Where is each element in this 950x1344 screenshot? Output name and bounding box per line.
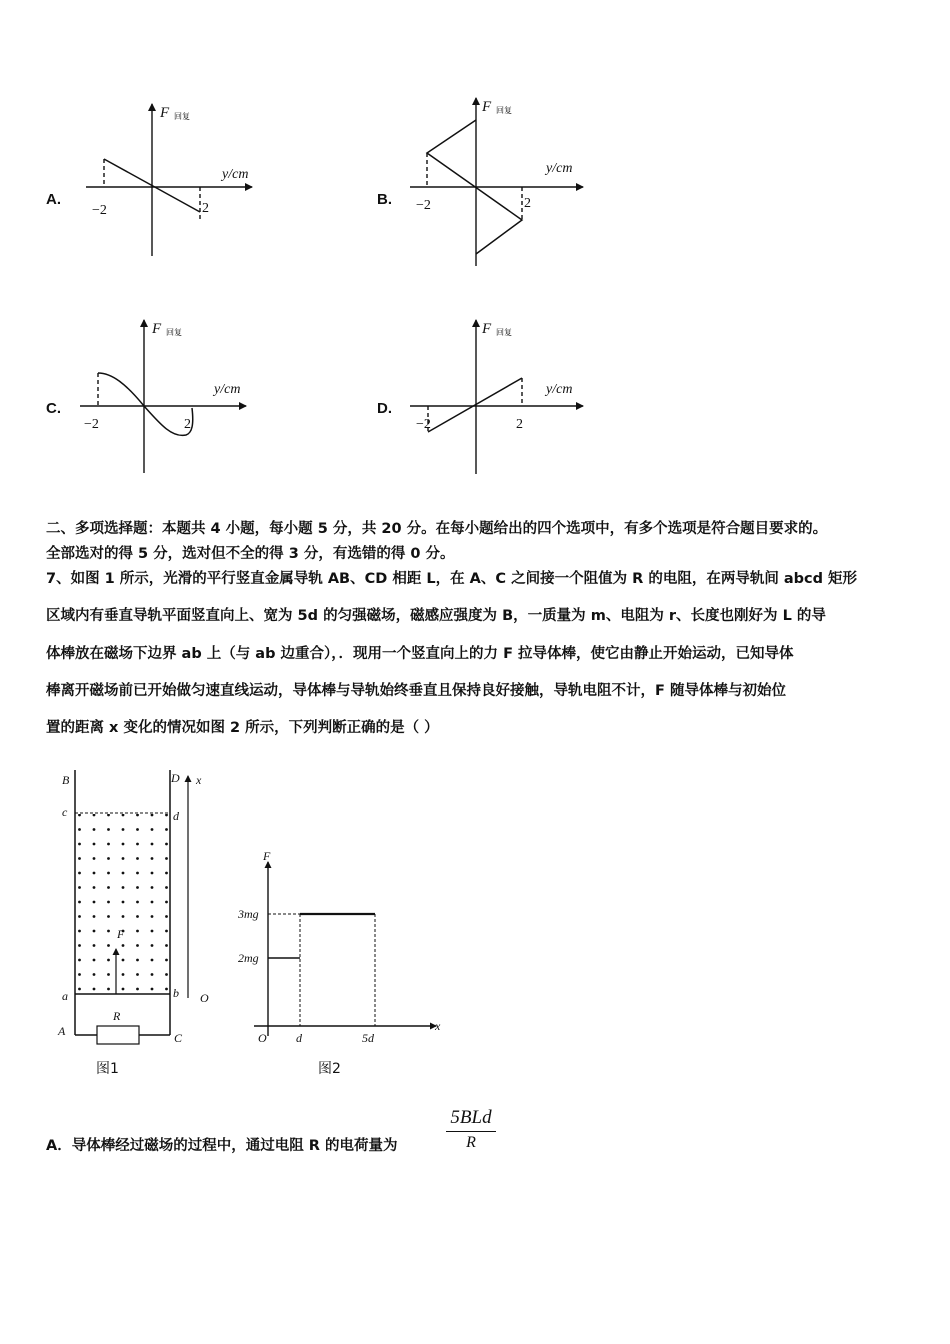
- fig1-label-c-bottom: C: [174, 1031, 183, 1045]
- figure-2-caption: 图2: [318, 1061, 341, 1077]
- option-a-text: A．导体棒经过磁场的过程中，通过电阻 R 的电荷量为: [46, 1138, 398, 1154]
- fig1-label-f: F: [117, 927, 125, 941]
- graph-b-letter: B.: [377, 191, 392, 208]
- magnetic-field-region: [76, 814, 169, 993]
- graph-c-y-label: y/cm: [214, 382, 241, 397]
- section2-heading-line1: 二、多项选择题：本题共 4 小题，每小题 5 分，共 20 分。在每小题给出的四个选项中，有多个选项是符合题目要求的。: [46, 521, 828, 537]
- question7-line3: 体棒放在磁场下边界 ab 上（与 ab 边重合），．现用一个竖直向上的力 F 拉导体棒，使它由静止开始运动，已知导体: [46, 646, 794, 662]
- fig2-label-d: d: [296, 1031, 302, 1045]
- graph-b-pos-tick: 2: [524, 196, 531, 211]
- question7-line2: 区域内有垂直导轨平面竖直向上、宽为 5d 的匀强磁场，磁感应强度为 B，一质量为 m、电阻为 r、长度也刚好为 L 的导: [46, 608, 826, 624]
- graph-d-letter: D.: [377, 400, 392, 417]
- fig1-label-a-bottom: A: [58, 1024, 66, 1038]
- fig2-label-x: x: [435, 1019, 441, 1033]
- graph-b-neg-tick: −2: [416, 198, 431, 213]
- graph-d: [410, 320, 583, 474]
- fraction-denominator: R: [466, 1134, 476, 1151]
- graph-a-y-label: y/cm: [222, 167, 249, 182]
- graph-b-y-label: y/cm: [546, 161, 573, 176]
- section2-heading-line2: 全部选对的得 5 分，选对但不全的得 3 分，有选错的得 0 分。: [46, 546, 455, 562]
- graph-a-f-label: F: [160, 105, 170, 121]
- graph-d-f-label: F: [482, 321, 492, 337]
- graph-d-y-label: y/cm: [546, 382, 573, 397]
- fig1-label-d: d: [173, 809, 179, 823]
- fig1-label-r: R: [113, 1009, 121, 1023]
- graph-b-f-label: F: [482, 99, 492, 115]
- fraction-numerator: 5BLd: [446, 1107, 496, 1132]
- graph-b: [410, 98, 583, 266]
- question7-line4: 棒离开磁场前已开始做匀速直线运动，导体棒与导轨始终垂直且保持良好接触，导轨电阻不计，F 随导体棒与初始位: [46, 683, 786, 699]
- graph-d-f-sub: 回复: [496, 328, 512, 337]
- fig1-label-a: a: [62, 989, 68, 1003]
- question7-line1: 7、如图 1 所示，光滑的平行竖直金属导轨 AB、CD 相距 L，在 A、C 之间接一个阻值为 R 的电阻，在两导轨间 abcd 矩形: [46, 571, 858, 587]
- option-graphs: [0, 0, 950, 500]
- graph-d-neg-tick: −2: [416, 417, 431, 432]
- fig2-label-3mg: 3mg: [238, 907, 259, 921]
- graph-d-pos-tick: 2: [516, 417, 523, 432]
- fig1-label-x: x: [196, 773, 202, 787]
- figure-1-caption: 图1: [96, 1061, 119, 1077]
- fig2-label-2mg: 2mg: [238, 951, 259, 965]
- graph-c-letter: C.: [46, 400, 61, 417]
- fig1-label-o: O: [200, 991, 209, 1005]
- graph-a-pos-tick: 2: [202, 201, 209, 216]
- graph-a-letter: A.: [46, 191, 61, 208]
- option-a-fraction: [446, 1107, 496, 1152]
- figure-1: [0, 750, 260, 1090]
- fig2-label-f: F: [263, 849, 271, 863]
- graph-a-neg-tick: −2: [92, 203, 107, 218]
- fig2-label-5d: 5d: [362, 1031, 374, 1045]
- graph-a-f-sub: 回复: [174, 112, 190, 121]
- graph-b-f-sub: 回复: [496, 106, 512, 115]
- graph-c-f-label: F: [152, 321, 162, 337]
- figure-2: [230, 840, 460, 1060]
- fig1-label-d-top: D: [171, 771, 180, 785]
- fig2-label-o: O: [258, 1031, 267, 1045]
- fig1-label-c: c: [62, 805, 68, 819]
- fig1-label-b-top: B: [62, 773, 70, 787]
- graph-c-neg-tick: −2: [84, 417, 99, 432]
- fig1-label-b: b: [173, 986, 179, 1000]
- graph-c-pos-tick: 2: [184, 417, 191, 432]
- question7-line5: 置的距离 x 变化的情况如图 2 所示，下列判断正确的是（ ）: [46, 720, 439, 736]
- graph-c-f-sub: 回复: [166, 328, 182, 337]
